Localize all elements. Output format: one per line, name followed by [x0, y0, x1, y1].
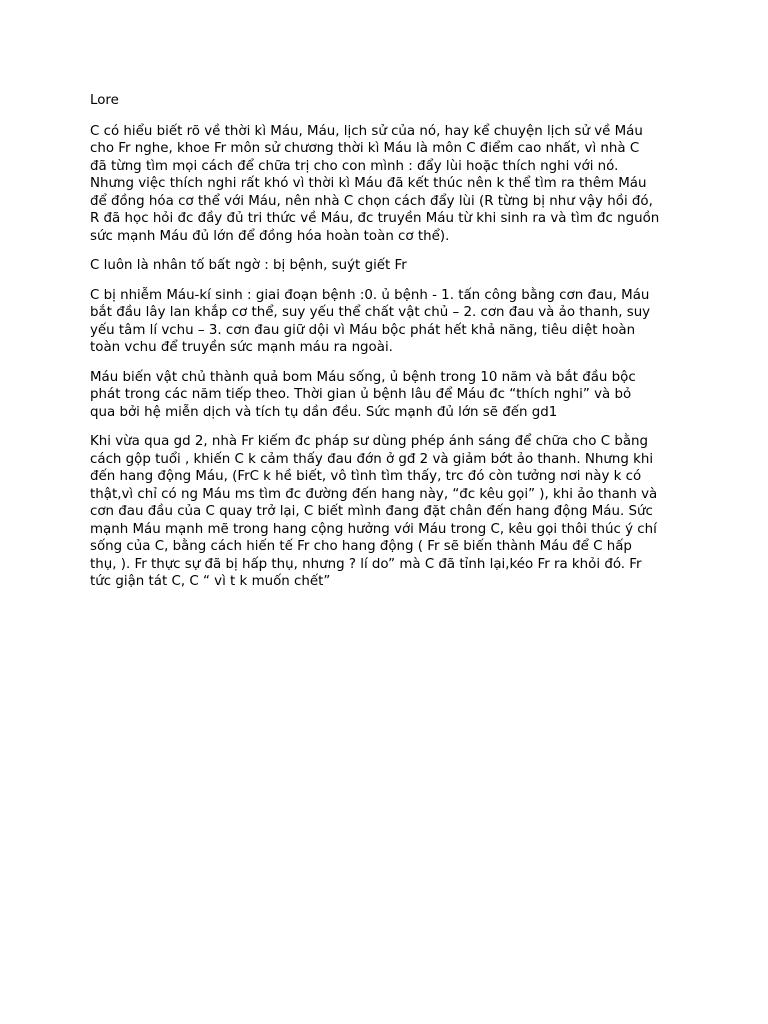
paragraph-line: thụ, ). Fr thực sự đã bị hấp thụ, nhưng ? lí do” mà C đã tỉnh lại,kéo Fr ra khỏi đó. Fr	[90, 556, 642, 572]
paragraph-line: tức giận tát C, C “ vì t k muốn chết”	[90, 574, 331, 589]
paragraph-line: C có hiểu biết rõ về thời kì Máu, Máu, lịch sử của nó, hay kể chuyện lịch sử về Máu	[90, 123, 643, 139]
document-paragraph	[90, 433, 684, 591]
paragraph-line: C bị nhiễm Máu-kí sinh : giai đoạn bệnh :0. ủ bệnh - 1. tấn công bằng cơn đau, Máu	[90, 287, 650, 303]
paragraph-line: để đồng hóa cơ thể với Máu, nên nhà C chọn cách đẩy lùi (R từng bị như vậy hồi đó,	[90, 193, 653, 209]
paragraph-line: cho Fr nghe, khoe Fr môn sử chương thời kì Máu là môn C điểm cao nhất, vì nhà C	[90, 141, 640, 156]
paragraph-line: Khi vừa qua gd 2, nhà Fr kiếm đc pháp sư dùng phép ánh sáng để chữa cho C bằng	[90, 434, 649, 449]
paragraph-line: Nhưng việc thích nghi rất khó vì thời kì Máu đã kết thúc nên k thể tìm ra thêm Máu	[90, 176, 647, 191]
paragraph-line: đã từng tìm mọi cách để chữa trị cho con mình : đẩy lùi hoặc thích nghi với nó.	[90, 158, 619, 174]
paragraph-line: cách gộp tuổi , khiến C k cảm thấy đau đớn ở gđ 2 và giảm bớt ảo thanh. Nhưng khi	[90, 451, 654, 467]
paragraph-line: sức mạnh Máu đủ lớn để đồng hóa hoàn toàn cơ thể).	[90, 228, 450, 244]
paragraph-line: C luôn là nhân tố bất ngờ : bị bệnh, suýt giết Fr	[90, 258, 407, 273]
document-page	[90, 92, 684, 603]
paragraph-line: mạnh Máu mạnh mẽ trong hang cộng hưởng với Máu trong C, kêu gọi thôi thúc ý chí	[90, 521, 657, 537]
document-paragraph	[90, 287, 684, 357]
paragraph-line: sống của C, bằng cách hiến tế Fr cho hang động ( Fr sẽ biến thành Máu để C hấp	[90, 539, 632, 554]
document-paragraph	[90, 123, 684, 246]
paragraph-line: thật,vì chỉ có ng Máu ms tìm đc đường đến hang này, “đc kêu gọi” ), khi ảo thanh và	[90, 486, 658, 502]
paragraph-line: bắt đầu lây lan khắp cơ thể, suy yếu thể chất vật chủ – 2. cơn đau và ảo thanh, suy	[90, 305, 651, 320]
document-paragraph	[90, 369, 684, 422]
paragraph-line: phát trong các năm tiếp theo. Thời gian ủ bệnh lâu để Máu đc “thích nghi” và bỏ	[90, 387, 632, 402]
paragraph-line: yếu tâm lí vchu – 3. cơn đau giữ dội vì Máu bộc phát hết khả năng, tiêu diệt hoàn	[90, 322, 636, 338]
paragraph-line: qua bởi hệ miễn dịch và tích tụ dần đều. Sức mạnh đủ lớn sẽ đến gd1	[90, 404, 558, 420]
paragraph-line: R đã học hỏi đc đầy đủ tri thức về Máu, đc truyền Máu từ khi sinh ra và tìm đc nguồn	[90, 211, 660, 226]
document-paragraph	[90, 257, 684, 275]
paragraph-line: đến hang động Máu, (FrC k hề biết, vô tình tìm thấy, trc đó còn tưởng nơi này k có	[90, 469, 642, 484]
document-title: Lore	[90, 93, 119, 108]
paragraph-line: Máu biến vật chủ thành quả bom Máu sống, ủ bệnh trong 10 năm và bắt đầu bộc	[90, 369, 636, 385]
paragraph-line: cơn đau đầu của C quay trở lại, C biết mình đang đặt chân đến hang động Máu. Sức	[90, 504, 653, 519]
paragraph-line: toàn vchu để truyền sức mạnh máu ra ngoài.	[90, 340, 393, 355]
document-body	[90, 123, 684, 591]
